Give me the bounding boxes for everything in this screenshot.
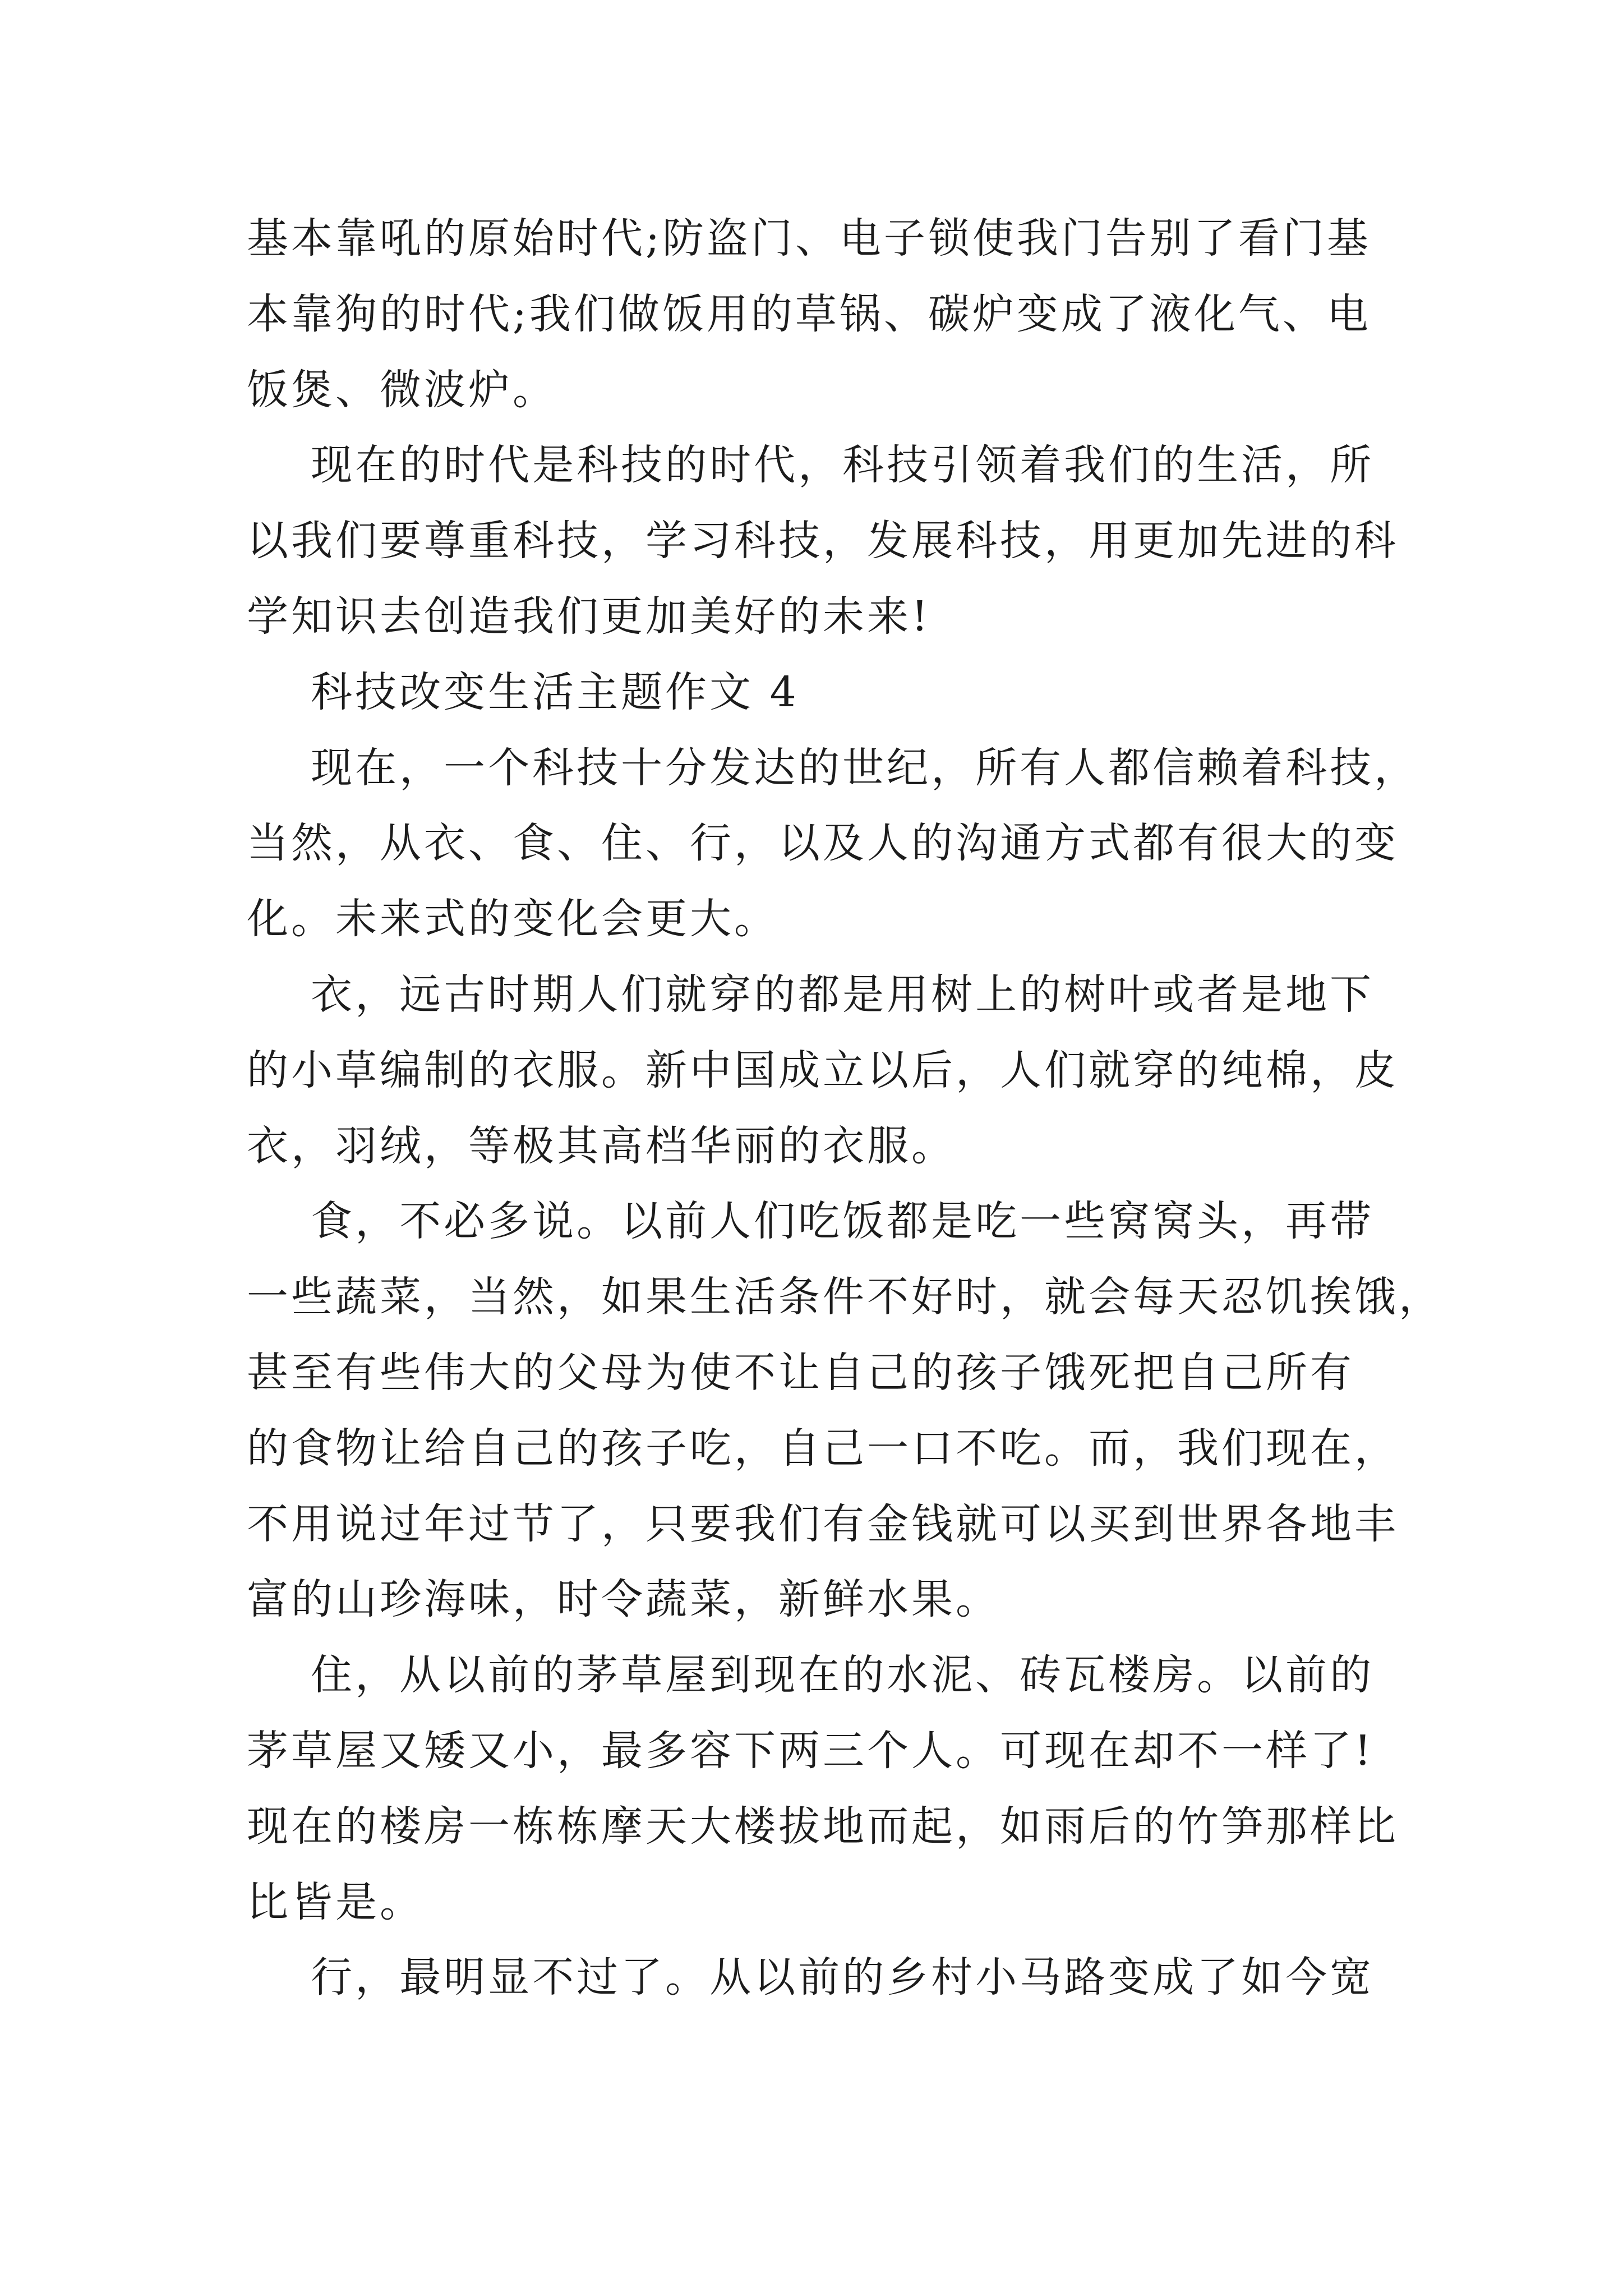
text-line: 比皆是。 [247,1878,424,1926]
section-heading: 科技改变生活主题作文 4 [247,668,799,716]
text-line: 化。未来式的变化会更大。 [247,895,778,944]
text-line: 饭煲、微波炉。 [247,365,557,414]
text-line: 甚至有些伟大的父母为使不让自己的孩子饿死把自己所有 [247,1348,1354,1397]
text-line: 本靠狗的时代;我们做饭用的草锅、碳炉变成了液化气、电 [247,289,1371,338]
text-line: 一些蔬菜，当然，如果生活条件不好时，就会每天忍饥挨饿， [247,1273,1443,1322]
text-line: 学知识去创造我们更加美好的未来! [247,592,931,641]
text-line: 食，不必多说。以前人们吃饭都是吃一些窝窝头，再带 [247,1197,1375,1246]
text-line: 衣，远古时期人们就穿的都是用树上的树叶或者是地下 [247,970,1375,1019]
text-line: 基本靠吼的原始时代;防盗门、电子锁使我门告别了看门基 [247,214,1371,263]
text-line: 的小草编制的衣服。新中国成立以后，人们就穿的纯棉，皮 [247,1046,1399,1094]
text-line: 住，从以前的茅草屋到现在的水泥、砖瓦楼房。以前的 [247,1651,1375,1700]
text-line: 茅草屋又矮又小，最多容下两三个人。可现在却不一样了! [247,1726,1374,1775]
text-line: 行，最明显不过了。从以前的乡村小马路变成了如今宽 [247,1953,1375,2002]
text-line: 当然，从衣、食、住、行，以及人的沟通方式都有很大的变 [247,819,1399,868]
text-line: 的食物让给自己的孩子吃，自己一口不吃。而，我们现在， [247,1424,1399,1473]
text-line: 以我们要尊重科技，学习科技，发展科技，用更加先进的科 [247,517,1399,565]
text-line: 现在，一个科技十分发达的世纪，所有人都信赖着科技， [247,743,1419,792]
text-line: 衣，羽绒，等极其高档华丽的衣服。 [247,1121,956,1170]
text-line: 现在的时代是科技的时代，科技引领着我们的生活，所 [247,441,1375,490]
text-line: 富的山珍海味，时令蔬菜，新鲜水果。 [247,1575,1000,1624]
text-line: 不用说过年过节了，只要我们有金钱就可以买到世界各地丰 [247,1499,1399,1548]
text-line: 现在的楼房一栋栋摩天大楼拔地而起，如雨后的竹笋那样比 [247,1802,1399,1851]
document-body [247,201,1443,2016]
